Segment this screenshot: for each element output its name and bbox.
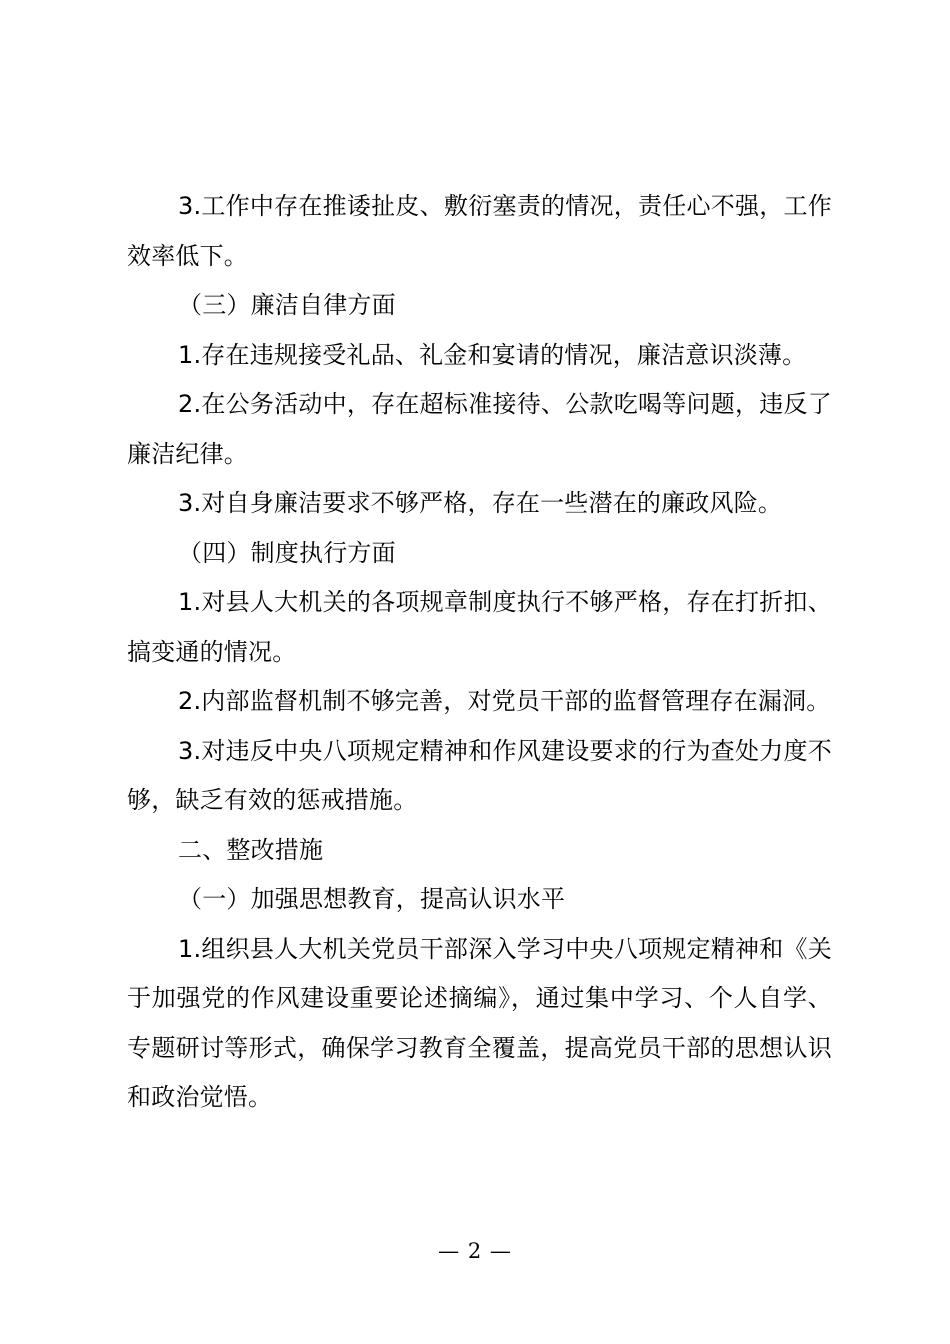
paragraph-integrity-risk: 3.对自身廉洁要求不够严格，存在一些潜在的廉政风险。 <box>178 489 783 517</box>
section-heading-system-execution: （四）制度执行方面 <box>178 538 396 567</box>
paragraph-gifts: 1.存在违规接受礼品、礼金和宴请的情况，廉洁意识淡薄。 <box>178 340 807 369</box>
section-heading-rectification: 二、整改措施 <box>178 835 324 864</box>
page-number: — 2 — <box>438 1239 512 1263</box>
section-heading-integrity: （三）廉洁自律方面 <box>178 291 396 319</box>
paragraph-violation-handling: 3.对违反中央八项规定精神和作风建设要求的行为查处力度不够，缺乏有效的惩戒措施。 <box>127 736 832 814</box>
document-body <box>127 182 832 1123</box>
subsection-heading-education: （一）加强思想教育，提高认识水平 <box>178 885 566 913</box>
paragraph-study-organization: 1.组织县人大机关党员干部深入学习中央八项规定精神和《关于加强党的作风建设重要论述摘编》，通过集中学习、个人自学、专题研讨等形式，确保学习教育全覆盖，提高党员干部的思想认识和政治觉悟。 <box>127 934 832 1111</box>
paragraph-rules-execution: 1.对县人大机关的各项规章制度执行不够严格，存在打折扣、搞变通的情况。 <box>127 588 832 666</box>
paragraph-official-activities: 2.在公务活动中，存在超标准接待、公款吃喝等问题，违反了廉洁纪律。 <box>127 390 832 468</box>
paragraph-internal-supervision: 2.内部监督机制不够完善，对党员干部的监督管理存在漏洞。 <box>178 687 831 715</box>
paragraph-work-efficiency: 3.工作中存在推诿扯皮、敷衍塞责的情况，责任心不强，工作效率低下。 <box>127 192 832 270</box>
